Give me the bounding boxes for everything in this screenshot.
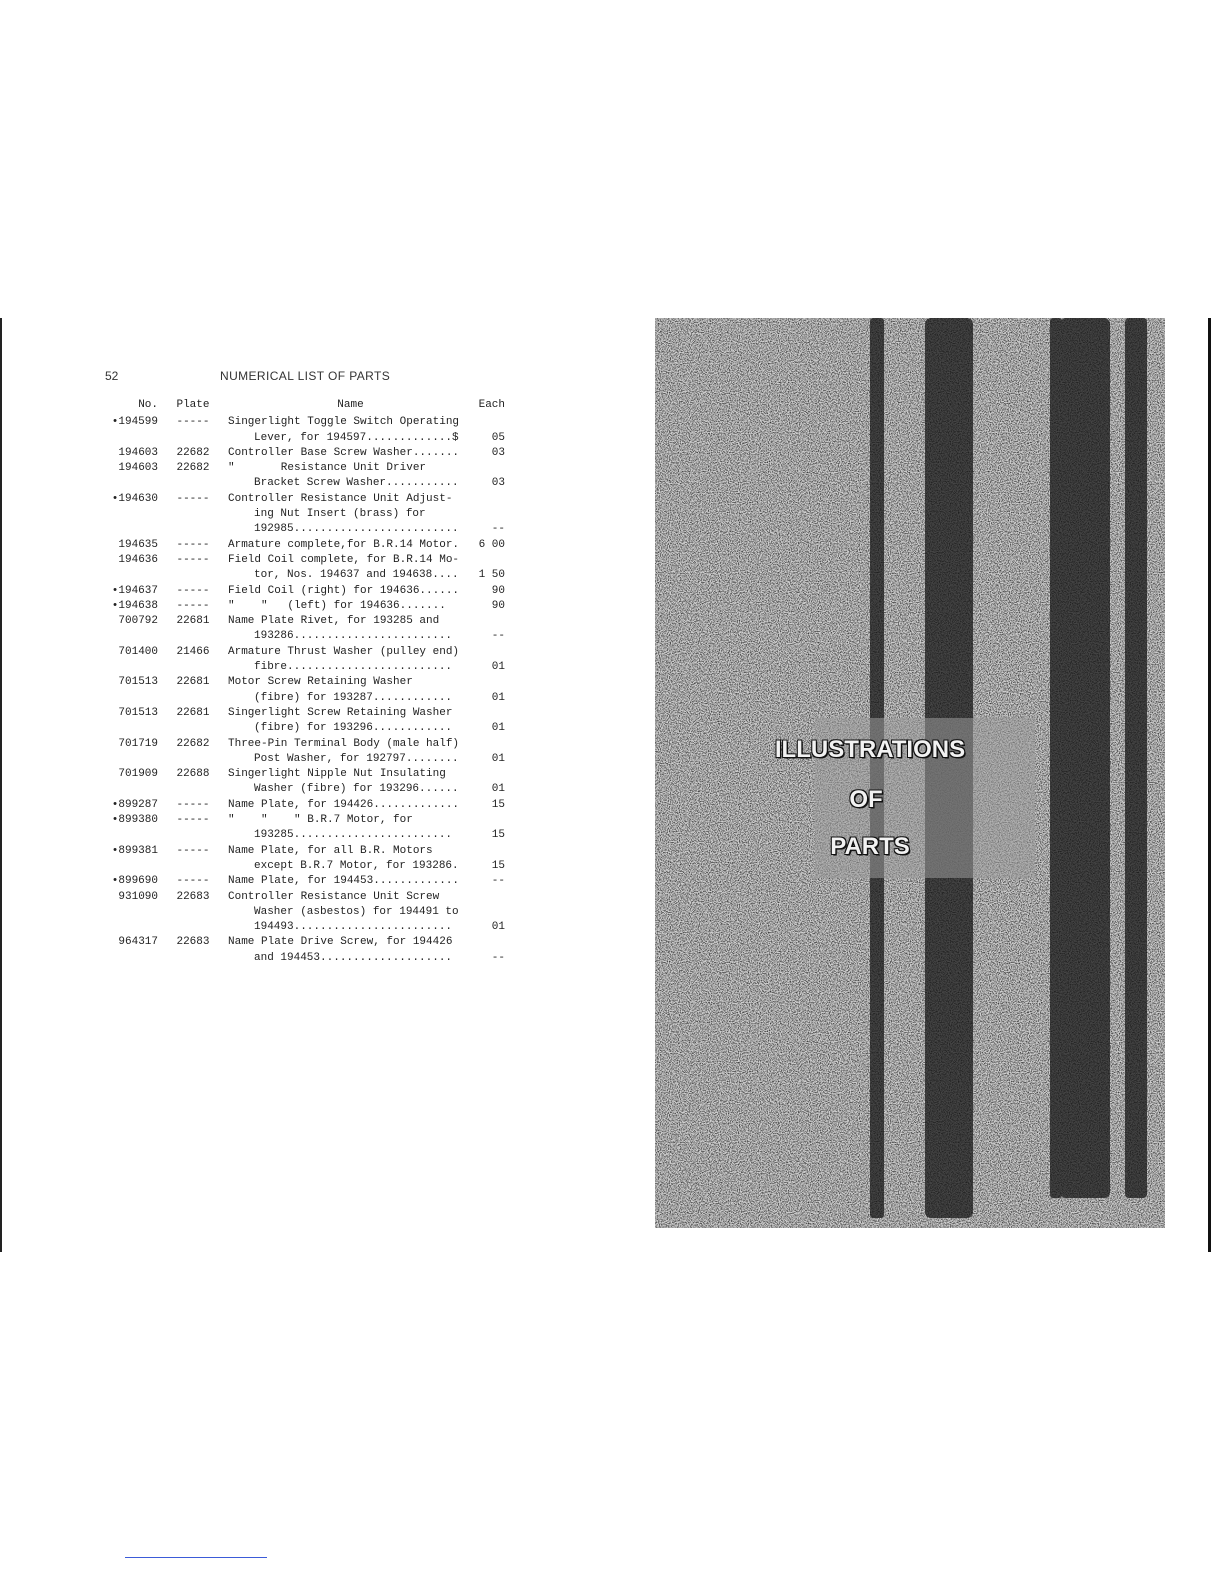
price-line (473, 737, 505, 752)
price-line (473, 507, 505, 522)
price-line: -- (491, 951, 505, 964)
plate-number: ----- (176, 844, 210, 857)
price-each (473, 813, 505, 844)
price-each (473, 461, 505, 492)
plate-number: ----- (176, 553, 210, 566)
part-number: 700792 (118, 615, 158, 628)
part-number: 701400 (118, 645, 158, 658)
price-each (473, 737, 505, 768)
part-name-line: " " (left) for 194636....... (228, 599, 446, 612)
part-number: •899690 (111, 875, 158, 888)
part-name-line: Motor Screw Retaining Washer (228, 676, 413, 689)
illustration-cover (655, 318, 1165, 1228)
part-name-line: Field Coil (right) for 194636...... (228, 584, 460, 597)
plate-number: 22682 (176, 737, 210, 750)
part-name-line: Field Coil complete, for B.R.14 Mo- (228, 553, 460, 566)
price-each (473, 645, 505, 676)
price-each (473, 446, 505, 461)
price-line: 01 (491, 661, 505, 674)
price-each (473, 599, 505, 614)
table-row (102, 874, 505, 889)
part-name (228, 584, 473, 599)
table-row (102, 737, 505, 768)
part-name (228, 645, 473, 676)
heading-line-2: OF (849, 786, 883, 813)
plate-number: 22688 (176, 768, 210, 781)
price-line: -- (491, 523, 505, 536)
page-title: NUMERICAL LIST OF PARTS (220, 369, 391, 383)
part-name-line: fibre......................... (254, 661, 453, 674)
part-name-line: " " " B.R.7 Motor, for (228, 814, 413, 827)
price-line: 90 (491, 584, 505, 597)
column-header-each: Each (478, 399, 505, 411)
left-page (0, 318, 614, 1252)
part-name-line: (fibre) for 193287............ (254, 691, 453, 704)
price-line: 1 50 (478, 569, 505, 582)
part-name-line: Armature Thrust Washer (pulley end) (228, 645, 460, 658)
part-name (228, 553, 473, 584)
part-number: 701909 (118, 768, 158, 781)
part-number: •899380 (111, 814, 158, 827)
part-name-line: Armature complete,for B.R.14 Motor. (228, 538, 460, 551)
part-name (228, 706, 473, 737)
price-each (473, 706, 505, 737)
table-row (102, 675, 505, 706)
part-name-line: Name Plate, for 194426............. (228, 798, 460, 811)
part-name-line: Controller Base Screw Washer....... (228, 446, 460, 459)
price-line (473, 492, 505, 507)
part-name (228, 874, 473, 889)
part-name-line: Singerlight Toggle Switch Operating (228, 416, 460, 429)
part-name-line: 193285........................ (254, 829, 453, 842)
table-row (102, 492, 505, 538)
part-name (228, 415, 473, 446)
table-row (102, 844, 505, 875)
price-each (473, 874, 505, 889)
table-row (102, 553, 505, 584)
part-number: •899381 (111, 844, 158, 857)
table-row (102, 798, 505, 813)
plate-number: ----- (176, 798, 210, 811)
part-number: •899287 (111, 798, 158, 811)
part-name-line: Controller Resistance Unit Screw (228, 890, 440, 903)
table-row (102, 614, 505, 645)
price-each (473, 798, 505, 813)
price-each (473, 890, 505, 936)
price-line (473, 813, 505, 828)
price-line (473, 890, 505, 905)
part-name-line: 194493........................ (254, 921, 453, 934)
part-number: 931090 (118, 890, 158, 903)
plate-number: 21466 (176, 645, 210, 658)
table-row (102, 813, 505, 844)
plate-number: 22681 (176, 676, 210, 689)
table-row (102, 538, 505, 553)
price-line: -- (491, 630, 505, 643)
column-header-name: Name (337, 399, 364, 411)
price-line (473, 675, 505, 690)
plate-number: 22683 (176, 936, 210, 949)
page-edge-divider (1208, 318, 1211, 1252)
price-line (473, 415, 505, 430)
table-row (102, 645, 505, 676)
table-row (102, 415, 505, 446)
table-row (102, 584, 505, 599)
part-name-line: (fibre) for 193296............ (254, 722, 453, 735)
price-each (473, 553, 505, 584)
part-name (228, 492, 473, 538)
column-header-no: No. (138, 399, 158, 411)
price-each (473, 935, 505, 966)
plate-number: ----- (176, 492, 210, 505)
part-number: 194635 (118, 538, 158, 551)
part-name-line: Singerlight Screw Retaining Washer (228, 706, 453, 719)
plate-number: ----- (176, 875, 210, 888)
part-number: 701513 (118, 706, 158, 719)
table-row (102, 446, 505, 461)
table-row (102, 935, 505, 966)
footer-link-underline (125, 1557, 267, 1558)
plate-number: ----- (176, 584, 210, 597)
part-number: 194636 (118, 553, 158, 566)
price-line: 6 00 (478, 538, 505, 551)
part-name-line: Lever, for 194597.............$ (254, 431, 459, 444)
price-line (473, 614, 505, 629)
price-line: 01 (491, 691, 505, 704)
part-number: 701513 (118, 676, 158, 689)
plate-number: ----- (176, 538, 210, 551)
part-number: 701719 (118, 737, 158, 750)
price-line (473, 844, 505, 859)
column-header-plate: Plate (176, 399, 210, 411)
part-name-line: Name Plate, for all B.R. Motors (228, 844, 433, 857)
price-line: 01 (491, 783, 505, 796)
price-line: 15 (491, 798, 505, 811)
part-name-line: 193286........................ (254, 630, 453, 643)
price-line (473, 706, 505, 721)
price-line: 15 (491, 859, 505, 872)
heading-line-3: PARTS (830, 833, 910, 860)
price-line (473, 935, 505, 950)
page-number: 52 (105, 369, 119, 383)
part-number: •194630 (111, 492, 158, 505)
plate-number: ----- (176, 814, 210, 827)
price-line: 01 (491, 752, 505, 765)
part-name (228, 675, 473, 706)
part-name (228, 461, 473, 492)
part-name (228, 798, 473, 813)
part-number: •194599 (111, 416, 158, 429)
part-name (228, 446, 473, 461)
part-name-line: Three-Pin Terminal Body (male half) (228, 737, 460, 750)
plate-number: 22683 (176, 890, 210, 903)
part-name (228, 767, 473, 798)
table-row (102, 599, 505, 614)
price-each (473, 492, 505, 538)
plate-number: ----- (176, 599, 210, 612)
part-number: 194603 (118, 462, 158, 475)
part-name-line: Post Washer, for 192797........ (254, 752, 459, 765)
price-each (473, 584, 505, 599)
price-line: 05 (491, 431, 505, 444)
price-line (473, 767, 505, 782)
part-number: •194638 (111, 599, 158, 612)
price-line: -- (491, 875, 505, 888)
plate-number: 22681 (176, 706, 210, 719)
part-number: 964317 (118, 936, 158, 949)
price-line (473, 645, 505, 660)
part-number: •194637 (111, 584, 158, 597)
part-name-line: Controller Resistance Unit Adjust- (228, 492, 453, 505)
part-name (228, 538, 473, 553)
part-name (228, 737, 473, 768)
part-name (228, 614, 473, 645)
part-name-line: Washer (fibre) for 193296...... (254, 783, 459, 796)
parts-table (102, 398, 505, 966)
price-each (473, 415, 505, 446)
part-name (228, 599, 473, 614)
part-name-line: Name Plate Rivet, for 193285 and (228, 615, 440, 628)
price-each (473, 538, 505, 553)
price-line (473, 461, 505, 476)
price-line: 03 (491, 446, 505, 459)
plate-number: 22681 (176, 615, 210, 628)
part-name (228, 935, 473, 966)
price-line (473, 553, 505, 568)
price-line (473, 905, 505, 920)
price-line: 90 (491, 599, 505, 612)
part-name-line: and 194453.................... (254, 951, 453, 964)
plate-number: 22682 (176, 446, 210, 459)
part-name-line: Name Plate Drive Screw, for 194426 (228, 936, 453, 949)
plate-number: 22682 (176, 462, 210, 475)
part-name-line: " Resistance Unit Driver (228, 462, 427, 475)
price-line: 01 (491, 722, 505, 735)
part-name-line: except B.R.7 Motor, for 193286. (254, 859, 459, 872)
plate-number: ----- (176, 416, 210, 429)
part-name-line: Washer (asbestos) for 194491 to (254, 905, 459, 918)
price-each (473, 614, 505, 645)
price-line: 01 (491, 921, 505, 934)
price-each (473, 767, 505, 798)
part-name-line: tor, Nos. 194637 and 194638.... (254, 569, 459, 582)
part-name (228, 890, 473, 936)
table-row (102, 890, 505, 936)
part-name (228, 844, 473, 875)
heading-line-1: ILLUSTRATIONS (774, 736, 966, 763)
price-line: 15 (491, 829, 505, 842)
table-header (102, 398, 505, 413)
table-row (102, 706, 505, 737)
part-name (228, 813, 473, 844)
price-each (473, 844, 505, 875)
price-each (473, 675, 505, 706)
part-name-line: ing Nut Insert (brass) for (254, 508, 426, 521)
part-number: 194603 (118, 446, 158, 459)
price-line: 03 (491, 477, 505, 490)
part-name-line: Name Plate, for 194453............. (228, 875, 460, 888)
table-row (102, 461, 505, 492)
part-name-line: Singerlight Nipple Nut Insulating (228, 768, 446, 781)
part-name-line: Bracket Screw Washer........... (254, 477, 459, 490)
part-name-line: 192985......................... (254, 523, 459, 536)
table-body (102, 415, 505, 966)
table-row (102, 767, 505, 798)
